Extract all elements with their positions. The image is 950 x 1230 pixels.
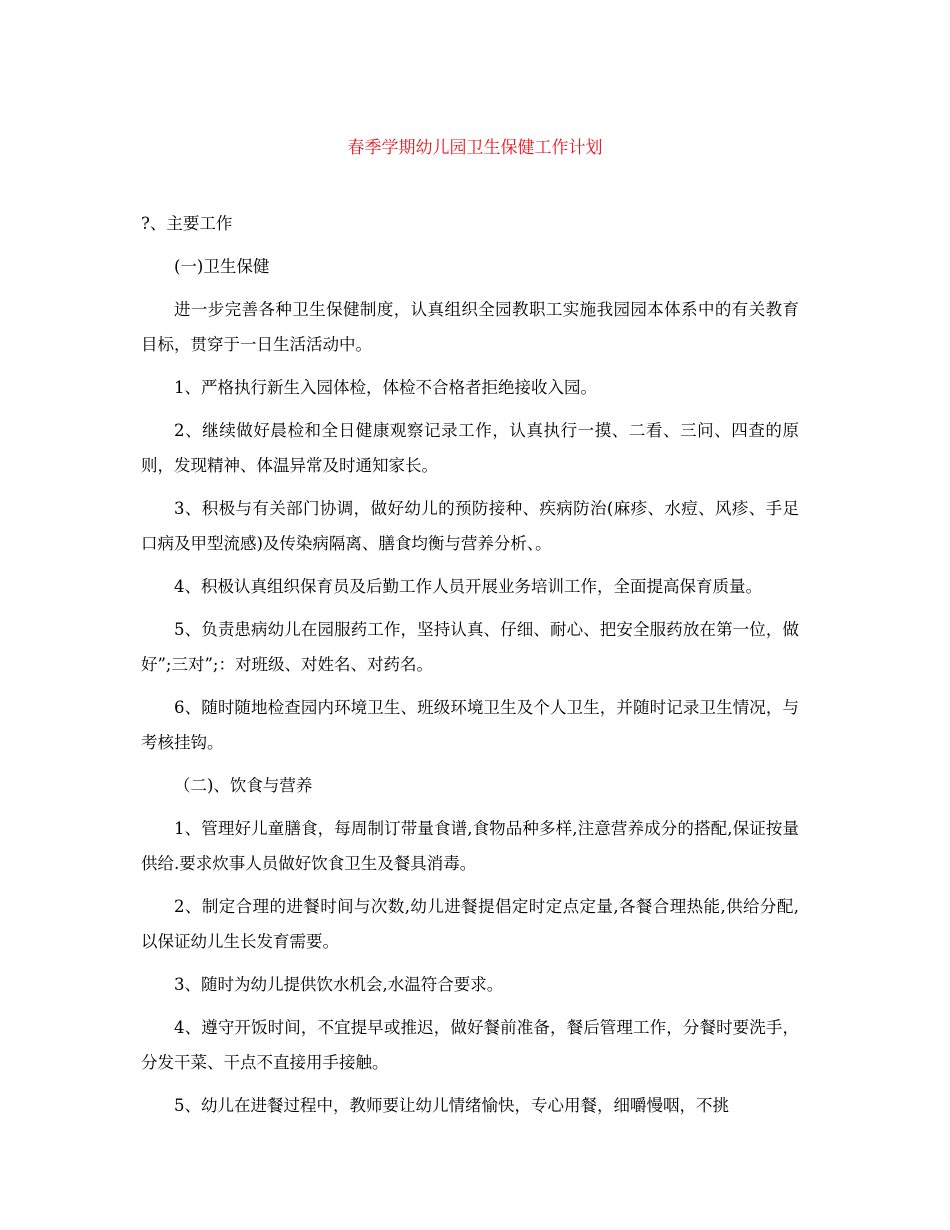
list-item: 2、继续做好晨检和全日健康观察记录工作，认真执行一摸、二看、三问、四查的原则，发现精神、体温异常及时通知家长。 (141, 421, 799, 475)
list-item: 4、遵守开饭时间，不宜提早或推迟，做好餐前准备，餐后管理工作，分餐时要洗手，分发干菜、干点不直接用手接触。 (141, 1018, 799, 1072)
list-item: 4、积极认真组织保育员及后勤工作人员开展业务培训工作，全面提高保育质量。 (174, 577, 762, 596)
list-item: 5、幼儿在进餐过程中，教师要让幼儿情绪愉快，专心用餐，细嚼慢咽，不挑 (174, 1096, 729, 1115)
paragraph: 进一步完善各种卫生保健制度，认真组织全园教职工实施我园园本体系中的有关教育目标，贯穿于一日生活活动中。 (141, 300, 799, 354)
list-item: 5、负责患病幼儿在园服药工作，坚持认真、仔细、耐心、把安全服药放在第一位，做好”;三对”;：对班级、对姓名、对药名。 (141, 620, 799, 674)
subsection-heading: （二)、饮食与营养 (174, 776, 313, 795)
list-item: 3、积极与有关部门协调，做好幼儿的预防接种、疾病防治(麻疹、水痘、风疹、手足口病及甲型流感)及传染病隔离、膳食均衡与营养分析、。 (141, 499, 799, 553)
list-item: 2、制定合理的进餐时间与次数,幼儿进餐提倡定时定点定量,各餐合理热能,供给分配,以保证幼儿生长发育需要。 (141, 897, 799, 951)
list-item: 1、管理好儿童膳食，每周制订带量食谱,食物品种多样,注意营养成分的搭配,保证按量供给.要求炊事人员做好饮食卫生及餐具消毒。 (141, 819, 799, 873)
section-heading: ?、主要工作 (141, 214, 233, 233)
document-body (141, 206, 799, 1131)
list-item: 3、随时为幼儿提供饮水机会,水温符合要求。 (174, 975, 504, 994)
list-item: 6、随时随地检查园内环境卫生、班级环境卫生及个人卫生，并随时记录卫生情况，与考核挂钩。 (141, 698, 799, 752)
list-item: 1、严格执行新生入园体检，体检不合格者拒绝接收入园。 (174, 378, 597, 397)
subsection-heading: (一)卫生保健 (174, 257, 270, 276)
document-title: 春季学期幼儿园卫生保健工作计划 (347, 138, 603, 158)
